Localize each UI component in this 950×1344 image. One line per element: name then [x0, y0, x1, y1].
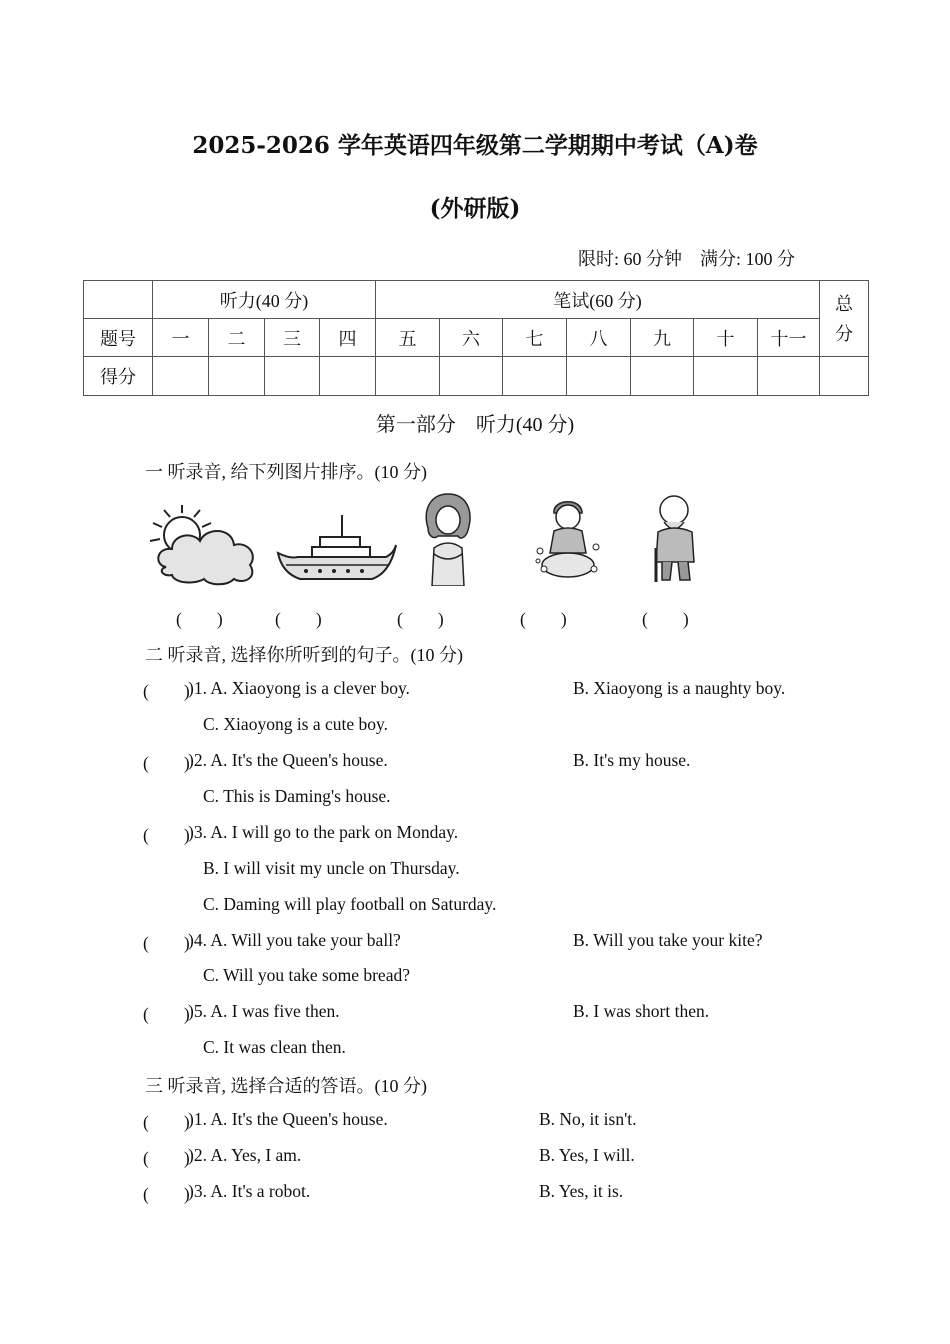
answer-bracket[interactable]: ( ) [143, 1184, 190, 1204]
picture-answer-blank[interactable]: ( ) [397, 609, 444, 629]
option-a: )1. A. Xiaoyong is a clever boy. [188, 678, 410, 698]
picture-answer-blank[interactable]: ( ) [520, 609, 567, 629]
option-c: C. Daming will play football on Saturday. [203, 894, 497, 914]
option-c: C. Xiaoyong is a cute boy. [203, 714, 389, 734]
total-char-1: 总 [835, 293, 854, 314]
option-a: )2. A. Yes, I am. [188, 1145, 302, 1165]
exam-title: 2025-2026 学年英语四年级第二学期期中考试（A)卷 [192, 132, 758, 159]
score-cell[interactable] [265, 357, 320, 396]
writing-header: 笔试(60 分) [376, 281, 820, 319]
option-b: B. Yes, it is. [539, 1181, 624, 1201]
exam-subtitle: (外研版) [429, 195, 521, 222]
score-cell[interactable] [631, 357, 694, 396]
option-c: C. Will you take some bread? [203, 965, 410, 985]
question-number-cell: 八 [567, 319, 631, 357]
score-cell[interactable] [320, 357, 376, 396]
answer-bracket[interactable]: ( ) [143, 825, 190, 845]
table-corner-cell [84, 281, 153, 319]
old-man-picture [642, 492, 706, 584]
total-score-cell[interactable] [820, 357, 869, 396]
option-a: )3. A. I will go to the park on Monday. [188, 822, 459, 842]
question-number-cell: 二 [209, 319, 265, 357]
answer-bracket[interactable]: ( ) [143, 1112, 190, 1132]
option-a: )4. A. Will you take your ball? [188, 930, 401, 950]
score-cell[interactable] [567, 357, 631, 396]
section3-heading: 三 听录音, 选择合适的答语。(10 分) [145, 1076, 427, 1096]
listening-header: 听力(40 分) [153, 281, 376, 319]
score-cell[interactable] [376, 357, 440, 396]
option-a: )1. A. It's the Queen's house. [188, 1109, 388, 1129]
section2-heading: 二 听录音, 选择你所听到的句子。(10 分) [145, 645, 463, 665]
score-cell[interactable] [694, 357, 758, 396]
option-c: C. It was clean then. [203, 1037, 346, 1057]
option-b: B. I will visit my uncle on Thursday. [203, 858, 460, 878]
option-a: )2. A. It's the Queen's house. [188, 750, 388, 770]
question-number-cell: 三 [265, 319, 320, 357]
question-number-cell: 一 [153, 319, 209, 357]
answer-bracket[interactable]: ( ) [143, 1148, 190, 1168]
picture-answer-blank[interactable]: ( ) [275, 609, 322, 629]
option-b: B. Xiaoyong is a naughty boy. [573, 678, 786, 698]
question-number-cell: 十 [694, 319, 758, 357]
score-cell[interactable] [153, 357, 209, 396]
option-b: B. Yes, I will. [539, 1145, 635, 1165]
row-label-question: 题号 [84, 319, 153, 357]
question-number-cell: 四 [320, 319, 376, 357]
score-table [83, 280, 869, 396]
question-number-cell: 五 [376, 319, 440, 357]
ship-picture [276, 515, 398, 585]
answer-bracket[interactable]: ( ) [143, 933, 190, 953]
option-b: B. No, it isn't. [539, 1109, 637, 1129]
boy-washing-picture [532, 495, 604, 581]
answer-bracket[interactable]: ( ) [143, 753, 190, 773]
total-header [820, 281, 869, 357]
option-b: B. I was short then. [573, 1001, 710, 1021]
picture-answer-blank[interactable]: ( ) [642, 609, 689, 629]
section1-heading: 一 听录音, 给下列图片排序。(10 分) [145, 462, 427, 482]
question-number-cell: 十一 [758, 319, 820, 357]
option-a: )3. A. It's a robot. [188, 1181, 311, 1201]
score-cell[interactable] [758, 357, 820, 396]
option-a: )5. A. I was five then. [188, 1001, 340, 1021]
picture-answer-blank[interactable]: ( ) [176, 609, 223, 629]
option-b: B. It's my house. [573, 750, 691, 770]
sun-cloud-picture [148, 505, 260, 587]
answer-bracket[interactable]: ( ) [143, 1004, 190, 1024]
score-cell[interactable] [440, 357, 503, 396]
option-b: B. Will you take your kite? [573, 930, 763, 950]
score-cell[interactable] [503, 357, 567, 396]
question-number-cell: 六 [440, 319, 503, 357]
question-number-cell: 九 [631, 319, 694, 357]
row-label-score: 得分 [84, 357, 153, 396]
part1-title: 第一部分 听力(40 分) [375, 414, 575, 436]
answer-bracket[interactable]: ( ) [143, 681, 190, 701]
total-char-2: 分 [835, 323, 854, 344]
question-number-cell: 七 [503, 319, 567, 357]
score-cell[interactable] [209, 357, 265, 396]
time-score-info: 限时: 60 分钟 满分: 100 分 [578, 249, 796, 269]
option-c: C. This is Daming's house. [203, 786, 391, 806]
girl-picture [420, 492, 476, 586]
